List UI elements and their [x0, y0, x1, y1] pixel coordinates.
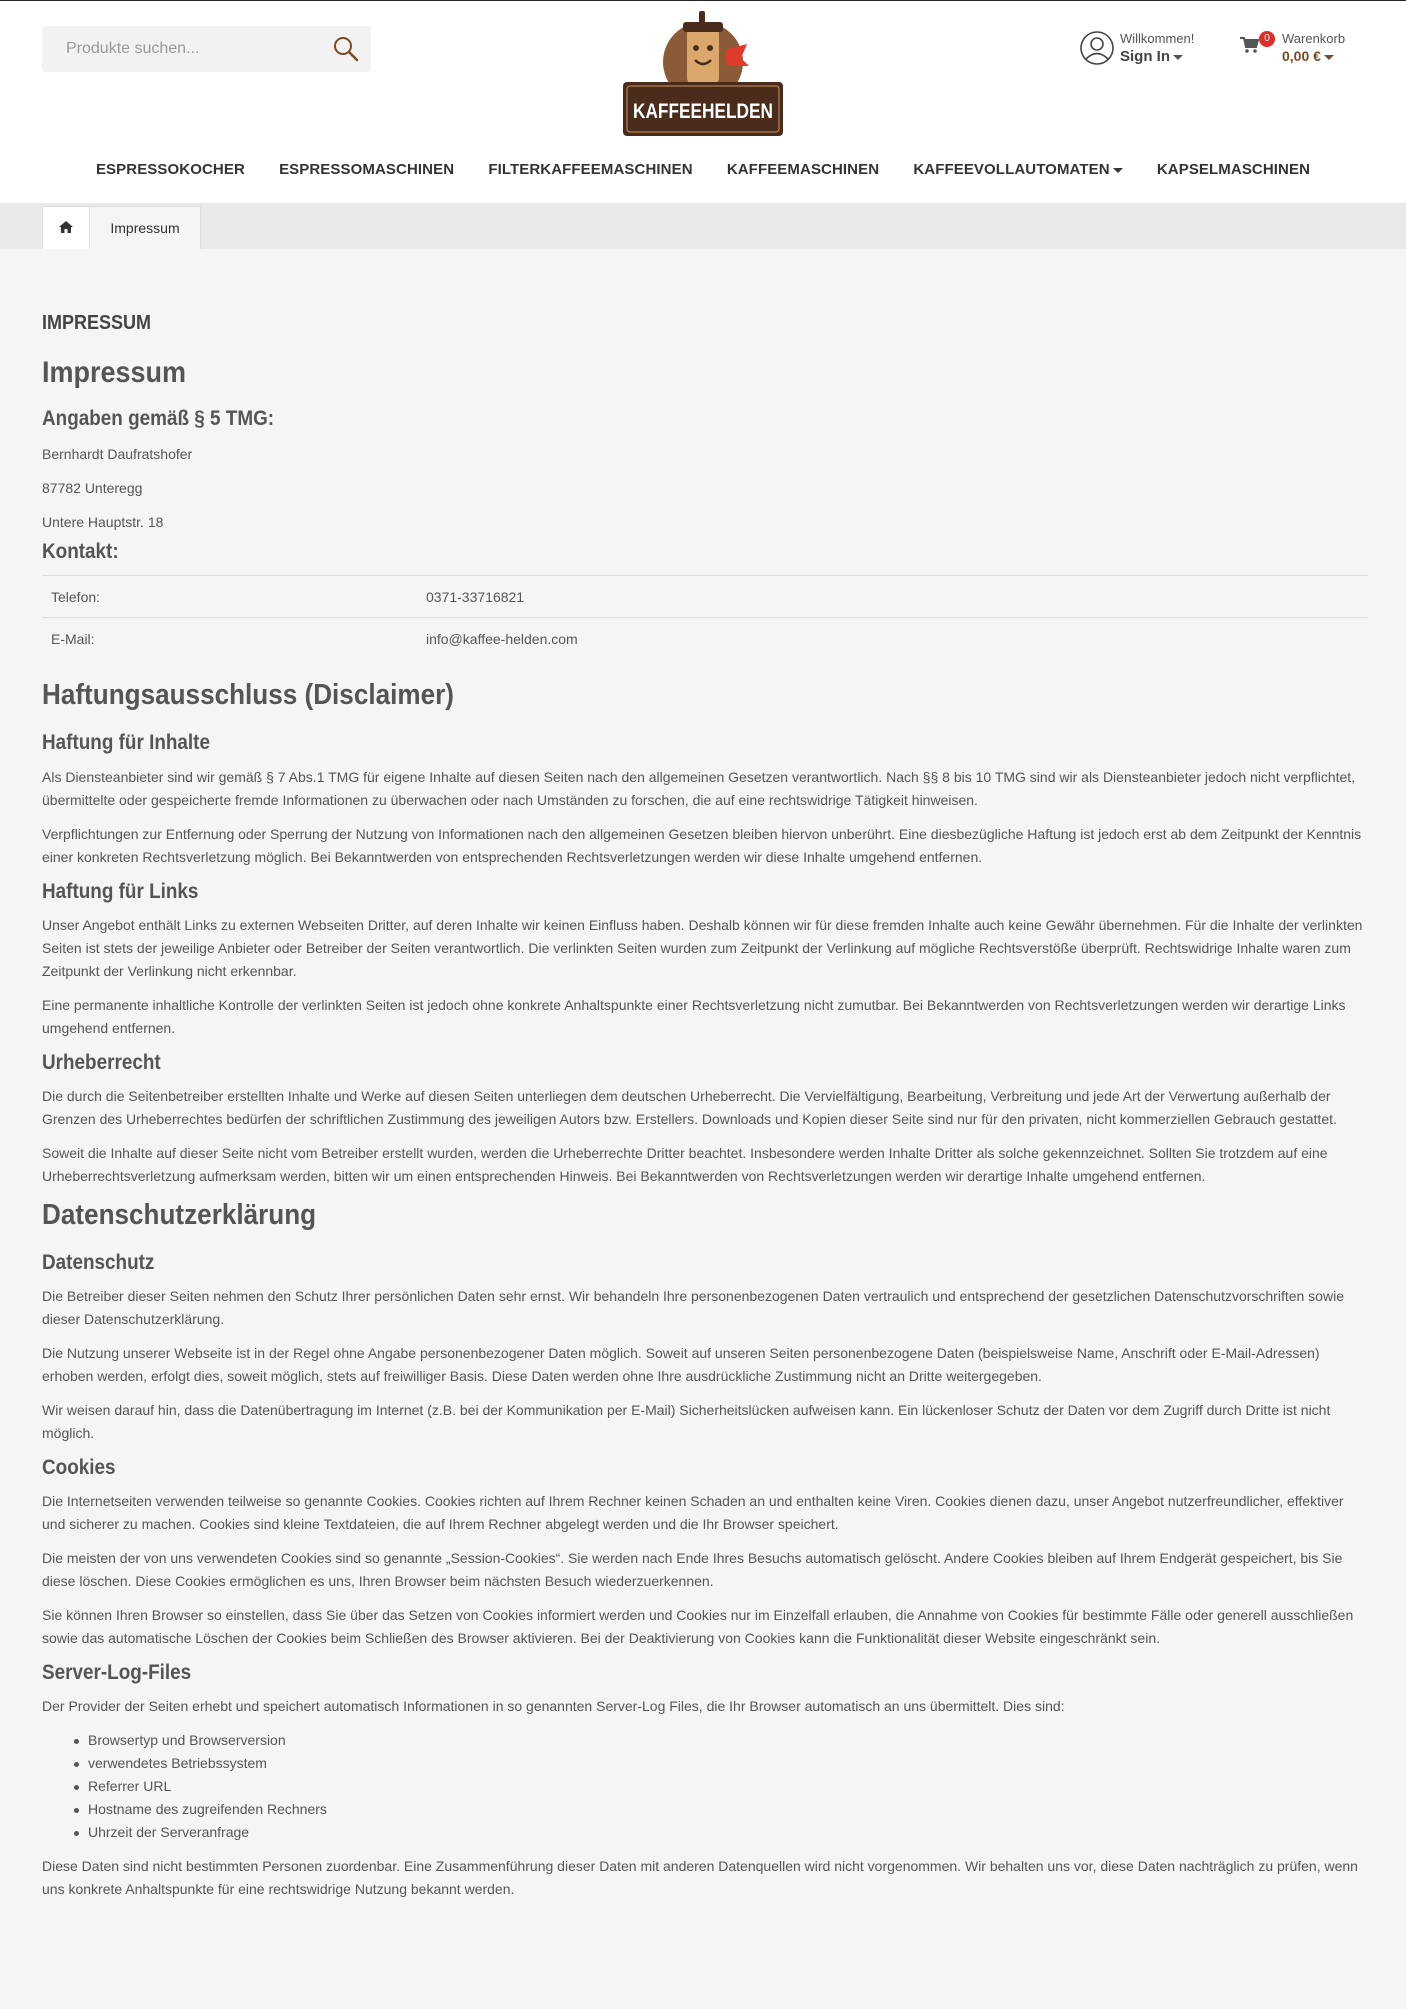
nav-item-espressokocher[interactable]: ESPRESSOKOCHER — [95, 161, 245, 178]
cart-total — [1282, 48, 1334, 64]
paragraph: Die Nutzung unserer Webseite ist in der Regel ohne Angabe personenbezogener Daten möglich. Soweit auf unseren Seiten personenbezogene Daten (beispielsweise Name, Anschrift oder E-Mail-Adressen) erhoben werden, erfolgt dies, soweit möglich, stets auf freiwilliger Basis. Diese Daten werden ohne Ihre ausdrückliche Zustimmung nicht an Dritte weitergegeben. — [42, 1344, 1320, 1384]
search-input[interactable] — [42, 26, 322, 72]
paragraph: Verpflichtungen zur Entfernung oder Sperrung der Nutzung von Informationen nach den allgemeinen Gesetzen bleiben hiervon unberührt. Eine diesbezügliche Haftung ist jedoch erst ab dem Zeitpunkt der Kenntnis einer konkreten Rechtsverletzung möglich. Bei Bekanntwerden von entsprechenden Rechtsverletzungen werden wir diese Inhalte umgehend entfernen. — [42, 825, 1362, 865]
sign-in-link[interactable] — [1120, 48, 1183, 65]
list-item: Referrer URL — [65, 1775, 1368, 1798]
paragraph: Diese Daten sind nicht bestimmten Personen zuordenbar. Eine Zusammenführung dieser Daten mit anderen Datenquellen wird nicht vorgenommen. Wir behalten uns vor, diese Daten nachträglich zu prüfen, wenn uns konkrete Anhaltspunkte für eine rechtswidrige Nutzung bekannt werden. — [42, 1857, 1358, 1897]
contact-email[interactable]: info@kaffee-helden.com — [426, 618, 1368, 660]
nav-item-kaffeevollautomaten[interactable] — [913, 161, 1122, 178]
chevron-down-icon — [1173, 55, 1183, 60]
breadcrumb-home[interactable] — [42, 206, 90, 249]
logo-text: KAFFEEHELDEN — [633, 100, 773, 123]
cart-label: Warenkorb — [1282, 31, 1346, 46]
contact-phone[interactable]: 0371-33716821 — [426, 576, 1368, 618]
section-heading-disclaimer: Haftungsausschluss (Disclaimer) — [42, 678, 454, 711]
paragraph: Der Provider der Seiten erhebt und speichert automatisch Informationen in so genannten Server-Log Files, die Ihr Browser automatisch an uns übermittelt. Dies sind: — [42, 1697, 1065, 1714]
nav-item-kapselmaschinen[interactable]: KAPSELMASCHINEN — [1156, 161, 1311, 178]
list-item: Uhrzeit der Serveranfrage — [65, 1821, 1368, 1844]
paragraph: Eine permanente inhaltliche Kontrolle der verlinkten Seiten ist jedoch ohne konkrete Anhaltspunkte einer Rechtsverletzung nicht zumutbar. Bei Bekanntwerden von Rechtsverletzungen werden wir derartige Links umgehend entfernen. — [42, 996, 1346, 1036]
cart-total-value: 0,00 € — [1282, 48, 1321, 64]
main-navigation — [0, 161, 1406, 178]
nav-item-kaffeemaschinen[interactable]: KAFFEEMASCHINEN — [726, 161, 880, 178]
account-menu[interactable] — [1079, 30, 1209, 70]
section-heading-datenschutz: Datenschutz — [42, 1250, 155, 1274]
list-item: Hostname des zugreifenden Rechners — [65, 1798, 1368, 1821]
cart-count-badge: 0 — [1259, 31, 1275, 47]
section-heading-tmg: Angaben gemäß § 5 TMG: — [42, 407, 275, 430]
nav-item-filterkaffeemaschinen[interactable]: FILTERKAFFEEMASCHINEN — [488, 161, 693, 178]
contact-label: Telefon: — [42, 576, 426, 618]
sign-in-label: Sign In — [1120, 48, 1170, 65]
account-welcome: Willkommen! — [1120, 31, 1195, 46]
breadcrumb — [0, 203, 1406, 249]
chevron-down-icon — [1113, 168, 1123, 173]
paragraph: Die meisten der von uns verwendeten Cookies sind so genannte „Session-Cookies“. Sie werden nach Ende Ihres Besuchs automatisch gelöscht. Andere Cookies bleiben auf Ihrem Endgerät gespeichert, bis Sie diese löschen. Diese Cookies ermöglichen es uns, Ihren Browser beim nächsten Besuch wiederzuerkennen. — [42, 1549, 1343, 1589]
cart-icon — [1240, 36, 1260, 54]
nav-item-espressomaschinen[interactable]: ESPRESSOMASCHINEN — [279, 161, 455, 178]
section-heading-datenschutzerklaerung: Datenschutzerklärung — [42, 1198, 317, 1231]
table-row — [42, 576, 1368, 618]
paragraph: Die durch die Seitenbetreiber erstellten Inhalte und Werke auf diesen Seiten unterliegen dem deutschen Urheberrecht. Die Vervielfältigung, Bearbeitung, Verbreitung und jede Art der Verwertung außerhalb der Grenzen des Urheberrechtes bedürfen der schriftlichen Zustimmung des jeweiligen Autors bzw. Erstellers. Downloads und Kopien dieser Seite sind nur für den privaten, nicht kommerziellen Gebrauch gestattet. — [42, 1087, 1337, 1127]
logo-image — [621, 8, 785, 138]
list-item: Browsertyp und Browserversion — [65, 1729, 1368, 1752]
list-item: verwendetes Betriebssystem — [65, 1752, 1368, 1775]
home-icon — [59, 221, 73, 233]
breadcrumb-current: Impressum — [90, 206, 201, 249]
paragraph: Die Betreiber dieser Seiten nehmen den Schutz Ihrer persönlichen Daten sehr ernst. Wir behandeln Ihre personenbezogenen Daten vertraulich und entsprechend der gesetzlichen Datenschutzvorschriften sowie dieser Datenschutzerklärung. — [42, 1287, 1344, 1327]
paragraph: Unser Angebot enthält Links zu externen Webseiten Dritter, auf deren Inhalte wir keinen Einfluss haben. Deshalb können wir für diese fremden Inhalte auch keine Gewähr übernehmen. Für die Inhalte der verlinkten Seiten ist stets der jeweilige Anbieter oder Betreiber der Seiten verantwortlich. Die verlinkten Seiten wurden zum Zeitpunkt der Verlinkung auf mögliche Rechtsverstöße überprüft. Rechtswidrige Inhalte waren zum Zeitpunkt der Verlinkung nicht erkennbar. — [42, 916, 1363, 979]
contact-table — [42, 575, 1368, 660]
page-title: Impressum — [42, 356, 187, 389]
site-logo[interactable] — [621, 8, 785, 138]
search-icon — [331, 34, 361, 64]
address-street: Untere Hauptstr. 18 — [42, 514, 164, 530]
paragraph: Sie können Ihren Browser so einstellen, dass Sie über das Setzen von Cookies informiert werden und Cookies nur im Einzelfall erlauben, die Annahme von Cookies für bestimmte Fälle oder generell ausschließen sowie das automatische Löschen der Cookies beim Schließen des Browser aktivieren. Bei der Deaktivierung von Cookies kann die Funktionalität dieser Website eingeschränkt sein. — [42, 1606, 1354, 1646]
section-heading-kontakt: Kontakt: — [42, 540, 119, 563]
table-row — [42, 618, 1368, 660]
nav-item-label: KAFFEEVOLLAUTOMATEN — [913, 161, 1110, 178]
contact-label: E-Mail: — [42, 618, 426, 660]
section-heading-links: Haftung für Links — [42, 879, 199, 903]
section-heading-inhalte: Haftung für Inhalte — [42, 730, 210, 754]
paragraph: Soweit die Inhalte auf dieser Seite nicht vom Betreiber erstellt wurden, werden die Urheberrechte Dritter beachtet. Insbesondere werden Inhalte Dritter als solche gekennzeichnet. Sollten Sie trotzdem auf eine Urheberrechtsverletzung aufmerksam werden, bitten wir um einen entsprechenden Hinweis. Bei Bekanntwerden von Rechtsverletzungen werden wir derartige Inhalte umgehend entfernen. — [42, 1144, 1328, 1184]
address-name: Bernhardt Daufratshofer — [42, 446, 193, 462]
user-icon — [1079, 30, 1115, 66]
section-heading-cookies: Cookies — [42, 1455, 116, 1479]
page-content — [42, 312, 1368, 1912]
section-heading-urheberrecht: Urheberrecht — [42, 1050, 161, 1074]
paragraph: Als Diensteanbieter sind wir gemäß § 7 Abs.1 TMG für eigene Inhalte auf diesen Seiten nach den allgemeinen Gesetzen verantwortlich. Nach §§ 8 bis 10 TMG sind wir als Diensteanbieter jedoch nicht verpflichtet, übermittelte oder gespeicherte fremde Informationen zu überwachen oder nach Umständen zu forschen, die auf eine rechtswidrige Tätigkeit hinweisen. — [42, 768, 1356, 808]
search-box — [42, 26, 371, 72]
chevron-down-icon — [1324, 55, 1334, 60]
paragraph: Die Internetseiten verwenden teilweise so genannte Cookies. Cookies richten auf Ihrem Rechner keinen Schaden an und enthalten keine Viren. Cookies dienen dazu, unser Angebot nutzerfreundlicher, effektiver und sicherer zu machen. Cookies sind kleine Textdateien, die auf Ihrem Rechner abgelegt werden und die Ihr Browser speichert. — [42, 1492, 1344, 1532]
mini-cart[interactable] — [1240, 30, 1360, 70]
section-heading-logfiles: Server-Log-Files — [42, 1660, 192, 1684]
search-button[interactable] — [331, 34, 361, 64]
site-header — [0, 1, 1406, 203]
page-kicker: IMPRESSUM — [42, 312, 152, 334]
address-city: 87782 Unteregg — [42, 480, 143, 496]
paragraph: Wir weisen darauf hin, dass die Datenübertragung im Internet (z.B. bei der Kommunikation per E-Mail) Sicherheitslücken aufweisen kann. Ein lückenloser Schutz der Daten vor dem Zugriff durch Dritte ist nicht möglich. — [42, 1401, 1331, 1441]
logfiles-list — [42, 1729, 1368, 1844]
